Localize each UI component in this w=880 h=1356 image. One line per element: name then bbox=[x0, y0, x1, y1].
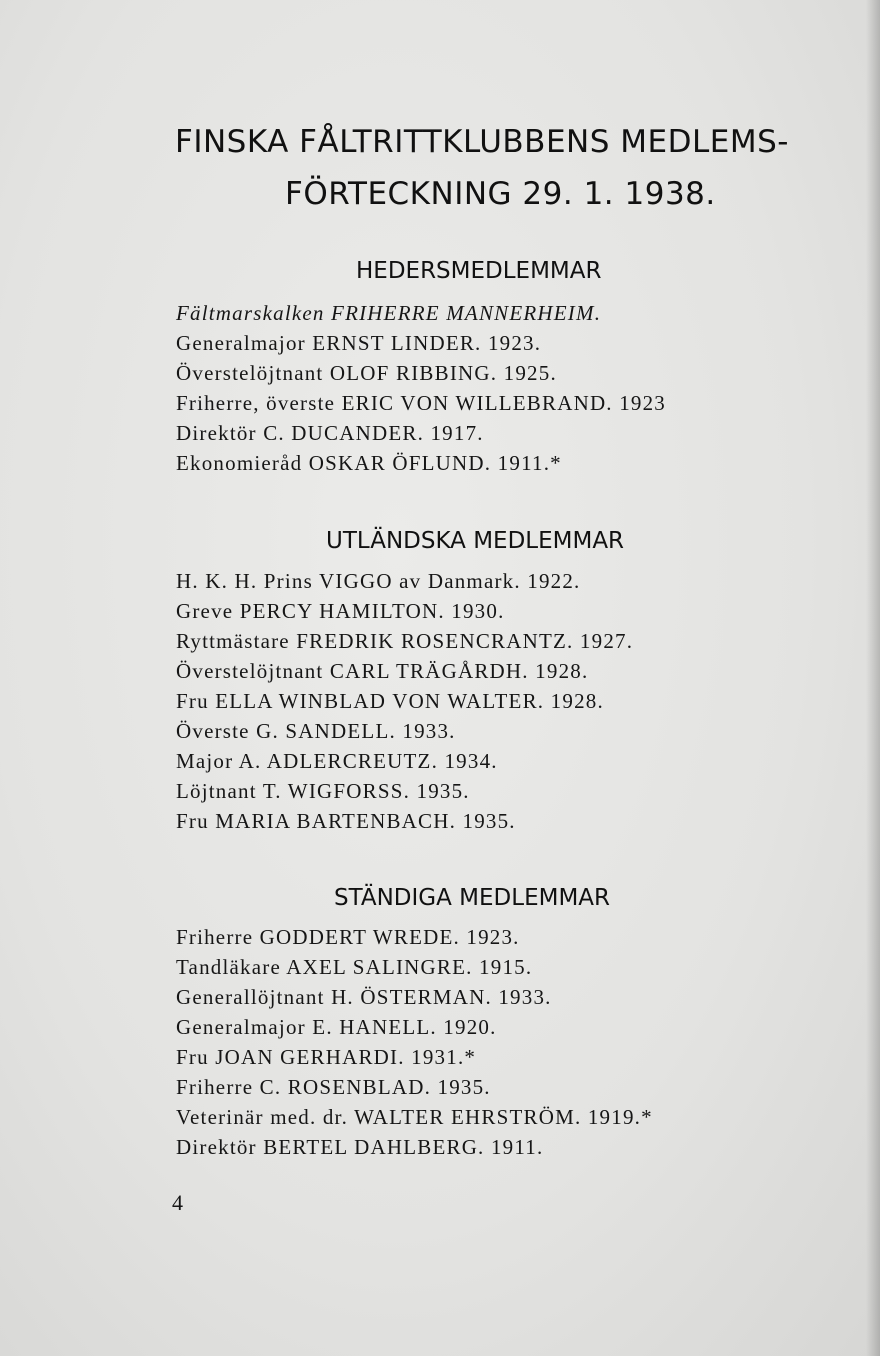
page-number: 4 bbox=[172, 1190, 183, 1215]
list-item: Generalmajor ERNST LINDER. 1923. bbox=[176, 331, 542, 355]
list-item: H. K. H. Prins VIGGO av Danmark. 1922. bbox=[176, 569, 581, 593]
permanent-members-list bbox=[176, 922, 653, 1162]
list-item: Friherre, överste ERIC VON WILLEBRAND. 1923 bbox=[176, 391, 667, 415]
list-item: Fältmarskalken FRIHERRE MANNERHEIM. bbox=[176, 301, 602, 325]
list-item: Major A. ADLERCREUTZ. 1934. bbox=[176, 749, 498, 773]
document-title-line-1: FINSKA FÅLTRITTKLUBBENS MEDLEMS- bbox=[175, 124, 789, 160]
list-item: Löjtnant T. WIGFORSS. 1935. bbox=[176, 779, 470, 803]
list-item: Fru MARIA BARTENBACH. 1935. bbox=[176, 809, 516, 833]
section-heading-permanent-members: STÄNDIGA MEDLEMMAR bbox=[334, 885, 610, 911]
list-item: Direktör C. DUCANDER. 1917. bbox=[176, 421, 484, 445]
list-item: Greve PERCY HAMILTON. 1930. bbox=[176, 599, 505, 623]
list-item: Veterinär med. dr. WALTER EHRSTRÖM. 1919.* bbox=[176, 1105, 653, 1129]
list-item: Friherre C. ROSENBLAD. 1935. bbox=[176, 1075, 491, 1099]
foreign-members-list bbox=[176, 566, 633, 836]
list-item: Generallöjtnant H. ÖSTERMAN. 1933. bbox=[176, 985, 552, 1009]
list-item: Överste G. SANDELL. 1933. bbox=[176, 719, 456, 743]
list-item: Tandläkare AXEL SALINGRE. 1915. bbox=[176, 955, 533, 979]
list-item: Överstelöjtnant CARL TRÄGÅRDH. 1928. bbox=[176, 659, 589, 683]
section-heading-honorary-members: HEDERSMEDLEMMAR bbox=[356, 258, 602, 284]
list-item: Generalmajor E. HANELL. 1920. bbox=[176, 1015, 497, 1039]
list-item: Fru ELLA WINBLAD VON WALTER. 1928. bbox=[176, 689, 604, 713]
list-item: Överstelöjtnant OLOF RIBBING. 1925. bbox=[176, 361, 557, 385]
section-heading-foreign-members: UTLÄNDSKA MEDLEMMAR bbox=[326, 528, 625, 554]
document-title-line-2: FÖRTECKNING 29. 1. 1938. bbox=[285, 176, 716, 212]
list-item: Fru JOAN GERHARDI. 1931.* bbox=[176, 1045, 477, 1069]
list-item: Direktör BERTEL DAHLBERG. 1911. bbox=[176, 1135, 544, 1159]
page-edge-shadow bbox=[866, 0, 880, 1356]
honorary-members-list bbox=[176, 298, 666, 478]
list-item: Ekonomieråd OSKAR ÖFLUND. 1911.* bbox=[176, 451, 562, 475]
list-item: Ryttmästare FREDRIK ROSENCRANTZ. 1927. bbox=[176, 629, 634, 653]
list-item: Friherre GODDERT WREDE. 1923. bbox=[176, 925, 520, 949]
